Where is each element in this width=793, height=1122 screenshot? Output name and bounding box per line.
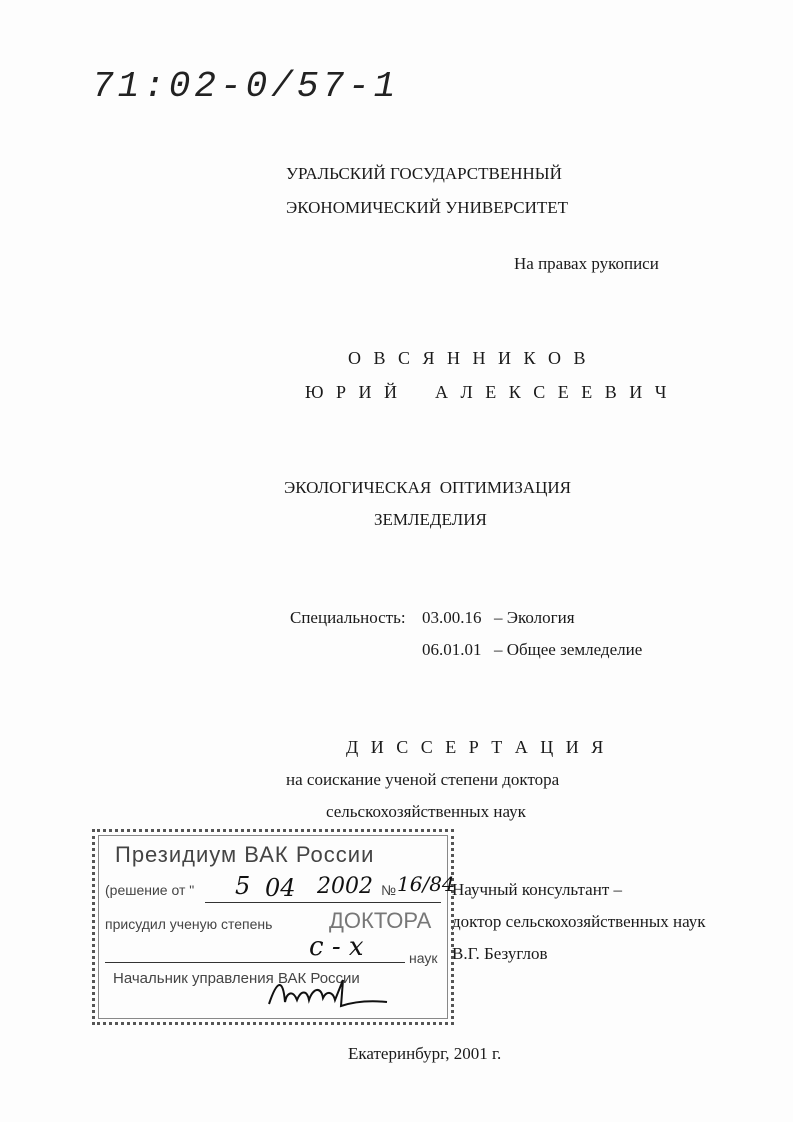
author-given-name: Ю Р И Й А Л Е К С Е Е В И Ч xyxy=(305,382,671,402)
specialty-code-2: 06.01.01 xyxy=(422,640,482,659)
stamp-title: Президиум ВАК России xyxy=(115,842,375,867)
chief-signature xyxy=(263,972,393,1014)
stamp-decision-month: 04 xyxy=(265,874,296,902)
dissertation-title-line1: ЭКОЛОГИЧЕСКАЯ ОПТИМИЗАЦИЯ xyxy=(284,478,571,497)
stamp-decision-prefix: (решение от " xyxy=(105,882,195,898)
stamp-decision-underline xyxy=(205,902,441,903)
specialty-name-2: – Общее земледелие xyxy=(494,640,643,659)
stamp-decision-number: 16/84 xyxy=(397,872,455,896)
specialty-code-1: 03.00.16 xyxy=(422,608,482,627)
archive-code: 71:02-0/57-1 xyxy=(92,66,400,107)
stamp-awarded-label: присудил ученую степень xyxy=(105,916,273,932)
specialty-label: Специальность: xyxy=(290,608,406,627)
stamp-degree-word: ДОКТОРА xyxy=(329,908,432,933)
rights-note: На правах рукописи xyxy=(514,254,659,273)
stamp-decision-day: 5 xyxy=(235,872,251,900)
degree-line2: сельскохозяйственных наук xyxy=(326,802,526,821)
dissertation-heading: Д И С С Е Р Т А Ц И Я xyxy=(346,737,608,757)
stamp-chief-label: Начальник управления ВАК России xyxy=(113,970,360,987)
stamp-field-handwritten: с - х xyxy=(309,932,364,962)
author-surname: О В С Я Н Н И К О В xyxy=(348,348,590,368)
place-year: Екатеринбург, 2001 г. xyxy=(348,1044,502,1063)
vak-approval-stamp xyxy=(92,829,454,1025)
stamp-decision-year: 2002 xyxy=(317,874,373,899)
dissertation-title-line2: ЗЕМЛЕДЕЛИЯ xyxy=(374,510,487,529)
consultant-role: Научный консультант – xyxy=(452,880,622,899)
stamp-field-underline xyxy=(105,962,405,963)
stamp-field-suffix: наук xyxy=(409,950,438,966)
university-name-line2: ЭКОНОМИЧЕСКИЙ УНИВЕРСИТЕТ xyxy=(286,198,569,217)
degree-line1: на соискание ученой степени доктора xyxy=(286,770,560,789)
consultant-degree: доктор сельскохозяйственных наук xyxy=(452,912,706,931)
consultant-name: В.Г. Безуглов xyxy=(452,944,548,963)
university-name-line1: УРАЛЬСКИЙ ГОСУДАРСТВЕННЫЙ xyxy=(286,164,562,183)
stamp-decision-no-label: № xyxy=(381,882,397,898)
specialty-name-1: – Экология xyxy=(494,608,575,627)
